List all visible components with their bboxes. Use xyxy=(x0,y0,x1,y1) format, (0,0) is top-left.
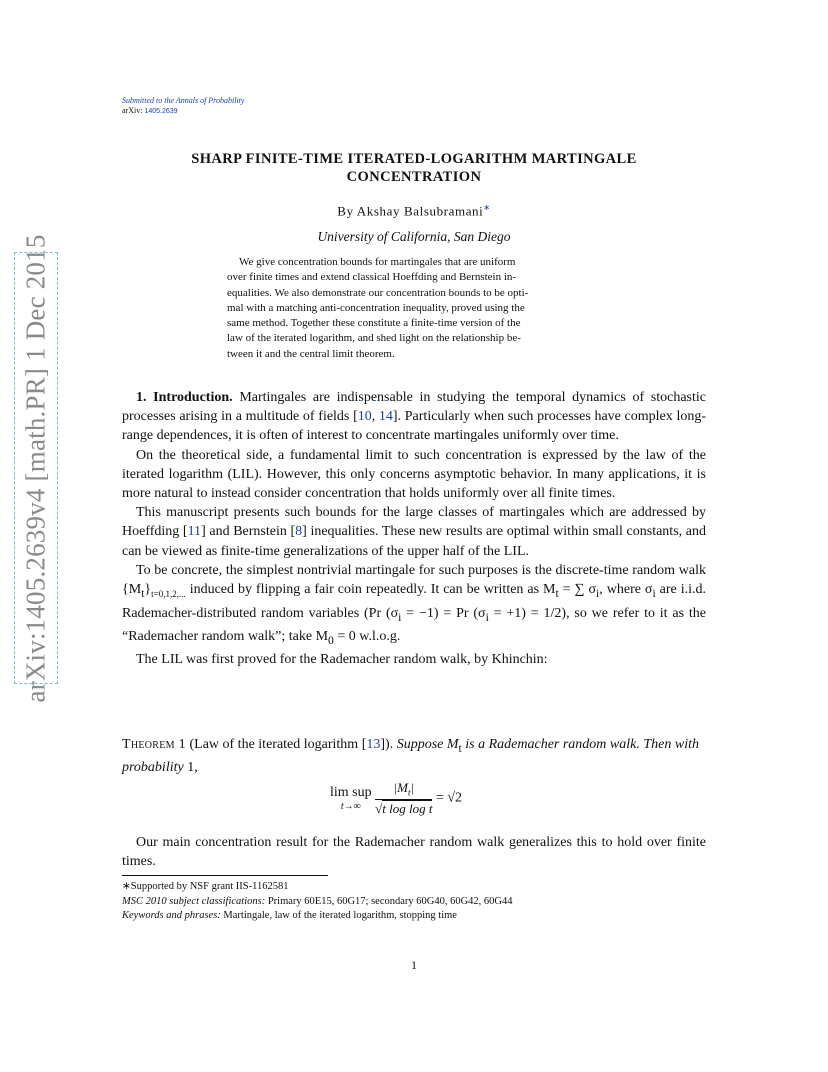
intro-paragraph-4: To be concrete, the simplest nontrivial martingale for such purposes is the discrete-time random walk $\{M_t\}_{t=0,1,2,...}$ induced by flipping a fair coin repeatedly. It can be written as $M_t$ = ∑ $\sigma_i$, where $\sigma_i$ are i.i.d. Rademacher-distributed random variables (Pr $(\sigma_i = -1) = Pr$ $(\sigma_i = +1) = 1/2$), so we refer to it as the “Rademacher random walk”; take $M_0 = 0$ w.l.o.g. xyxy=(122,562,707,647)
theorem-1: Theorem 1 (Law of the iterated logarithm [13]). Suppose $M_t$ is a Rademacher random walk. Then with probability 1, xyxy=(122,737,699,775)
abstract-line: equalities. We also demonstrate our concentration bounds to be opti- xyxy=(227,286,529,299)
arxiv-stamp-text: arXiv:1405.2639v4 [math.PR] 1 Dec 2015 xyxy=(20,233,51,703)
intro-paragraph-1: 1. Introduction. Martingales are indispensable in studying the temporal dynamics of stochastic processes arising in a multitude of fields [10, 14]. Particularly when such processes have complex long-range dependences, it is often of interest to concentrate martingales uniformly over time. xyxy=(122,390,707,444)
equation-fraction: $\frac{|M_t|}{\text{√t log log t}}$ xyxy=(375,780,433,816)
introduction-section xyxy=(122,388,706,669)
arxiv-side-stamp xyxy=(14,233,58,703)
abstract-line: mal with a matching anti-concentration inequality, proved using the xyxy=(227,301,525,314)
theorem-name: Theorem 1 xyxy=(122,737,186,752)
section-heading: 1. Introduction. xyxy=(136,390,233,405)
arxiv-id-link[interactable]: 1405.2639 xyxy=(144,108,178,115)
page-number: 1 xyxy=(411,958,417,972)
arxiv-line: arXiv: 1405.2639 xyxy=(122,106,178,115)
citation-link[interactable]: 13 xyxy=(366,737,381,752)
intro-paragraph-5: The LIL was first proved for the Rademacher random walk, by Khinchin: xyxy=(136,652,548,668)
paper-title: SHARP FINITE-TIME ITERATED-LOGARITHM MARTINGALE CONCENTRATION xyxy=(191,151,637,185)
footnotes xyxy=(122,880,706,924)
citation-link[interactable]: 11 xyxy=(187,524,202,540)
author-line xyxy=(122,203,706,219)
abstract-line: We give concentration bounds for martingales that are uniform xyxy=(239,256,516,268)
lim-subscript: t→∞ xyxy=(340,800,361,812)
intro-paragraph-2: On the theoretical side, a fundamental limit to such concentration is expressed by the law of the iterated logarithm (LIL). However, this only concerns asymptotic behavior. In many applications, it is more natural to instead consider concentration that holds uniformly over all finite times. xyxy=(122,447,706,502)
equation-rhs: = √2 xyxy=(435,790,463,806)
closing-paragraph: Our main concentration result for the Rademacher random walk generalizes this to hold over finite times. xyxy=(122,835,706,870)
author-name: By Akshay Balsubramani xyxy=(337,203,484,219)
abstract-line: law of the iterated logarithm, and shed light on the relationship be- xyxy=(227,332,521,345)
abstract-line: tween it and the central limit theorem. xyxy=(227,347,395,360)
abstract xyxy=(227,255,601,362)
running-header xyxy=(122,96,244,117)
footnote-support: ∗Supported by NSF grant IIS-1162581 xyxy=(122,881,289,892)
abstract-line: same method. Together these constitute a finite-time version of the xyxy=(227,317,521,330)
citation-link[interactable]: 10 xyxy=(357,409,372,425)
footnote-keywords: Keywords and phrases: Martingale, law of the iterated logarithm, stopping time xyxy=(122,910,457,921)
footnote-rule xyxy=(122,875,328,876)
citation-link[interactable]: 8 xyxy=(295,524,303,540)
lil-equation xyxy=(330,780,462,817)
intro-paragraph-3: This manuscript presents such bounds for the large classes of martingales which are addressed by Hoeffding [11] and Bernstein [8] inequalities. These new results are optimal within small constants, and can be viewed as finite-time generalizations of the upper half of the LIL. xyxy=(122,505,706,559)
lim-sup: lim sup xyxy=(330,784,372,800)
affiliation: University of California, San Diego xyxy=(317,229,511,244)
footnote-msc: MSC 2010 subject classifications: Primary 60E15, 60G17; secondary 60G40, 60G42, 60G44 xyxy=(122,895,513,907)
author-footnote-mark[interactable]: ∗ xyxy=(483,203,491,212)
abstract-line: over finite times and extend classical Hoeffding and Bernstein in- xyxy=(227,271,517,284)
citation-link[interactable]: 14 xyxy=(378,409,393,425)
journal-line[interactable]: Submitted to the Annals of Probability xyxy=(122,96,245,105)
